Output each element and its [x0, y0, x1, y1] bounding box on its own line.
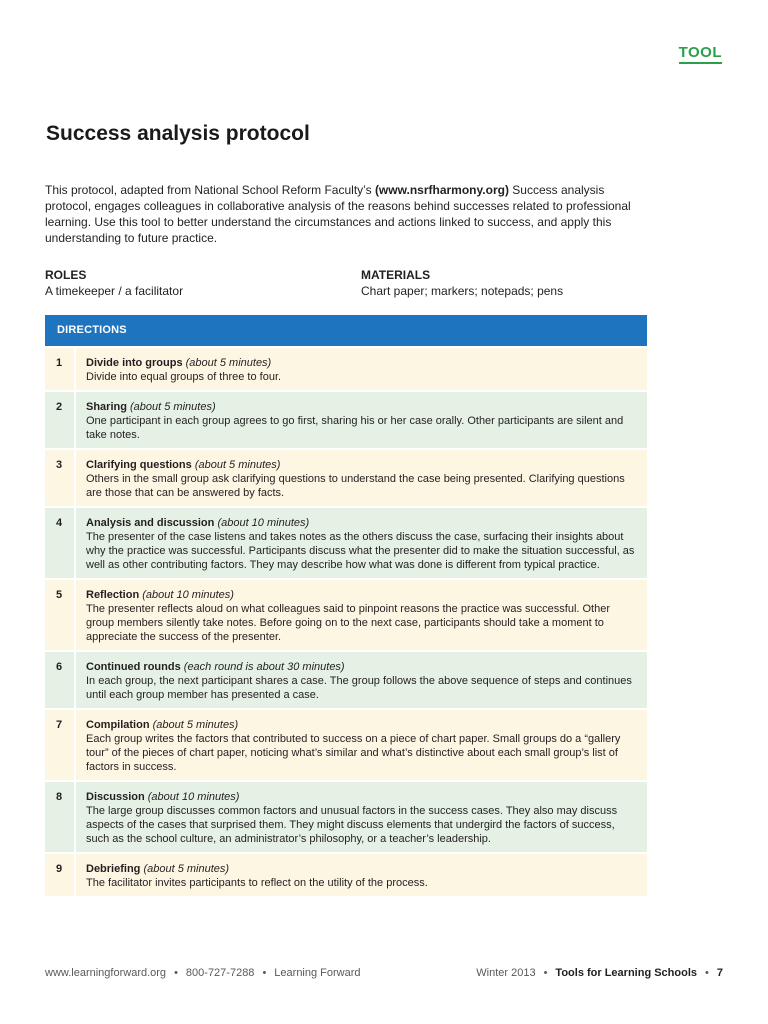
footer-org: Learning Forward: [274, 967, 361, 979]
footer-bullet: •: [543, 967, 548, 979]
step-number: 7: [45, 710, 74, 780]
step-number: 4: [45, 508, 74, 578]
step-text: The large group discusses common factors and unusual factors in the success cases. They also may discuss aspects of the cases that surprised them. They might discuss elements that undergird the factors of success, such as the school culture, an administrator’s philosophy, or a teacher’s leadership.: [86, 805, 618, 845]
step-time: (about 5 minutes): [194, 459, 281, 471]
intro-link: (www.nsrfharmony.org): [374, 183, 509, 197]
direction-step: [45, 710, 647, 780]
step-text: The presenter of the case listens and takes notes as the others discuss the case, surfacing their insights about why the practice was successful. Participants discuss what the presenter did to make the situation successful, as well as other contributing factors. They may describe how what was done is different from typical practice.: [86, 531, 635, 571]
footer-phone: 800-727-7288: [185, 967, 255, 979]
step-text: Divide into equal groups of three to four.: [86, 371, 282, 383]
materials-block: [361, 267, 661, 299]
step-text: The presenter reflects aloud on what colleagues said to pinpoint reasons the practice was successful. Other group members silently take notes. Before going on to the next case, participants should take a moment to appreciate the success of the presenter.: [86, 603, 611, 643]
step-number: 9: [45, 854, 74, 896]
footer-bullet: •: [262, 967, 267, 979]
step-title: Debriefing: [86, 863, 141, 875]
step-text: Others in the small group ask clarifying questions to understand the case being presented. Clarifying questions are those that can be answered by facts.: [86, 473, 625, 499]
step-title: Discussion: [86, 791, 145, 803]
direction-step: [45, 450, 647, 506]
footer-left: [45, 966, 361, 980]
step-title: Reflection: [86, 589, 140, 601]
step-number: 8: [45, 782, 74, 852]
step-number: 1: [45, 348, 74, 390]
footer-right: [476, 966, 723, 980]
step-body: [76, 348, 647, 390]
step-text: One participant in each group agrees to go first, sharing his or her case orally. Other participants are silent and take notes.: [86, 415, 624, 441]
footer-bullet: •: [705, 967, 709, 979]
step-body: [76, 450, 647, 506]
intro-text-before: This protocol, adapted from National School Reform Faculty’s: [45, 183, 375, 197]
step-title: Compilation: [86, 719, 150, 731]
step-number: 5: [45, 580, 74, 650]
direction-step: [45, 508, 647, 578]
step-text: The facilitator invites participants to reflect on the utility of the process.: [86, 877, 428, 889]
step-body: [76, 710, 647, 780]
direction-step: [45, 580, 647, 650]
roles-heading: ROLES: [45, 268, 87, 282]
step-title: Sharing: [86, 401, 127, 413]
page-title: Success analysis protocol: [46, 122, 310, 145]
footer-issue: Winter 2013: [476, 967, 536, 979]
direction-step: [45, 348, 647, 390]
step-time: (about 5 minutes): [143, 863, 230, 875]
directions-table: [45, 315, 647, 896]
step-time: (about 5 minutes): [185, 357, 272, 369]
step-time: (each round is about 30 minutes): [183, 661, 345, 673]
step-time: (about 10 minutes): [142, 589, 234, 601]
footer-magazine: Tools for Learning Schools: [555, 967, 698, 979]
step-title: Divide into groups: [86, 357, 183, 369]
footer-website-link[interactable]: www.learningforward.org: [45, 967, 167, 979]
direction-step: [45, 392, 647, 448]
roles-block: [45, 267, 345, 299]
step-title: Clarifying questions: [86, 459, 192, 471]
step-time: (about 5 minutes): [130, 401, 216, 413]
step-number: 2: [45, 392, 74, 448]
roles-text: A timekeeper / a facilitator: [45, 284, 184, 298]
step-body: [76, 580, 647, 650]
tool-label: TOOL: [679, 44, 722, 64]
step-text: Each group writes the factors that contributed to success on a piece of chart paper. Small groups do a “gallery tour” of the pieces of chart paper, noticing what’s similar and what’s distinctive about each small group’s list of factors in success.: [86, 733, 621, 773]
step-number: 6: [45, 652, 74, 708]
step-title: Analysis and discussion: [86, 517, 215, 529]
step-time: (about 10 minutes): [147, 791, 240, 803]
direction-step: [45, 782, 647, 852]
step-number: 3: [45, 450, 74, 506]
step-body: [76, 508, 647, 578]
directions-header: DIRECTIONS: [45, 315, 647, 346]
step-time: (about 10 minutes): [217, 517, 310, 529]
intro-text-after: Success analysis protocol, engages colleagues in collaborative analysis of the reasons behind successes related to professional learning. Use this tool to better understand the circumstances and actions linked to success, and apply this understanding to future practice.: [45, 183, 631, 245]
step-body: [76, 652, 647, 708]
materials-heading: MATERIALS: [361, 268, 431, 282]
materials-text: Chart paper; markers; notepads; pens: [361, 284, 564, 298]
intro-paragraph: [45, 182, 645, 246]
page-number: 7: [716, 967, 723, 979]
step-title: Continued rounds: [86, 661, 181, 673]
step-body: [76, 392, 647, 448]
step-text: In each group, the next participant shares a case. The group follows the above sequence of steps and continues until each group member has presented a case.: [86, 675, 632, 701]
step-body: [76, 854, 647, 896]
footer-bullet: •: [174, 967, 178, 979]
step-body: [76, 782, 647, 852]
step-time: (about 5 minutes): [152, 719, 239, 731]
direction-step: [45, 854, 647, 896]
direction-step: [45, 652, 647, 708]
